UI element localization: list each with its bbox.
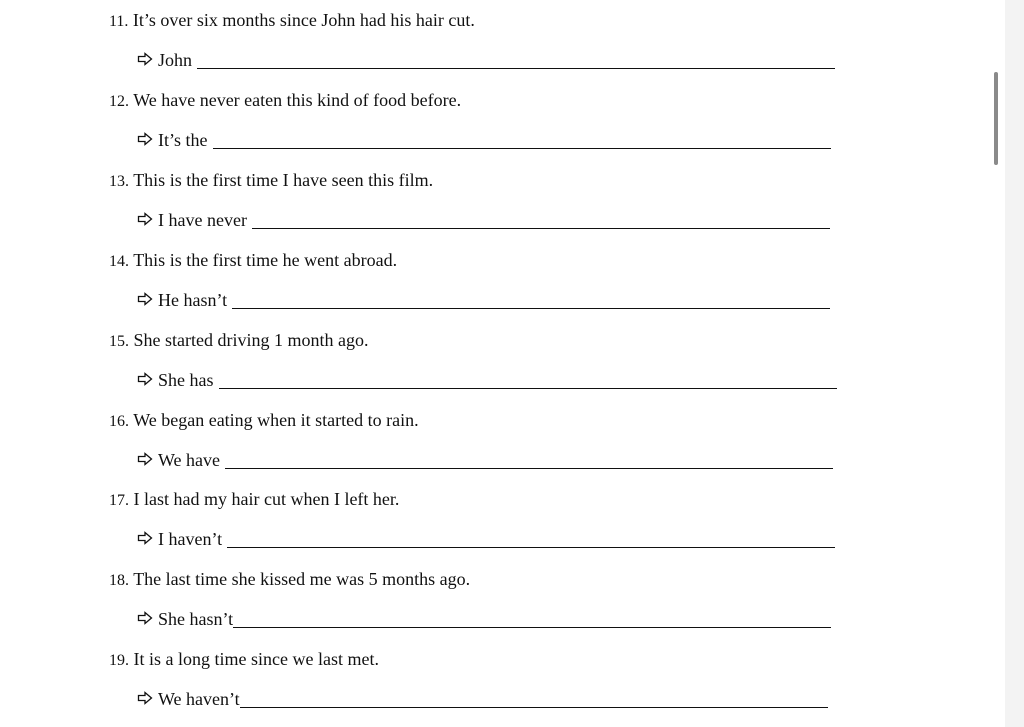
rewrite-prompt: We have	[158, 450, 221, 470]
answer-blank[interactable]	[227, 537, 835, 548]
exercise-question	[109, 90, 461, 112]
right-arrow-outline-icon	[137, 451, 153, 469]
right-arrow-outline-icon	[137, 530, 153, 548]
question-number: 13.	[109, 173, 129, 190]
question-number: 12.	[109, 93, 129, 110]
right-arrow-outline-icon	[137, 211, 153, 229]
scrollbar-thumb[interactable]	[994, 72, 998, 165]
question-sentence: I last had my hair cut when I left her.	[133, 489, 400, 509]
rewrite-line	[137, 689, 828, 713]
question-sentence: It is a long time since we last met.	[133, 649, 379, 669]
right-arrow-outline-icon	[137, 131, 153, 149]
rewrite-line	[137, 529, 835, 553]
question-number: 15.	[109, 333, 129, 350]
exercise-question	[109, 250, 397, 272]
rewrite-line	[137, 609, 831, 633]
question-number: 19.	[109, 652, 129, 669]
answer-blank[interactable]	[252, 218, 830, 229]
rewrite-line	[137, 50, 835, 74]
question-number: 17.	[109, 492, 129, 509]
rewrite-prompt: John	[158, 50, 193, 70]
question-number: 18.	[109, 572, 129, 589]
right-arrow-outline-icon	[137, 690, 153, 708]
rewrite-line	[137, 290, 830, 314]
question-sentence: She started driving 1 month ago.	[133, 330, 369, 350]
answer-blank[interactable]	[213, 138, 831, 149]
answer-blank[interactable]	[240, 697, 828, 708]
rewrite-prompt: It’s the	[158, 130, 208, 150]
question-sentence: This is the first time he went abroad.	[133, 250, 398, 270]
answer-blank[interactable]	[232, 298, 830, 309]
rewrite-line	[137, 450, 833, 474]
right-arrow-outline-icon	[137, 291, 153, 309]
question-sentence: This is the first time I have seen this film.	[133, 170, 434, 190]
answer-blank[interactable]	[197, 58, 835, 69]
question-sentence: We have never eaten this kind of food before.	[133, 90, 462, 110]
exercise-question	[109, 170, 433, 192]
right-arrow-outline-icon	[137, 51, 153, 69]
question-sentence: The last time she kissed me was 5 months ago.	[133, 569, 471, 589]
rewrite-line	[137, 210, 830, 234]
exercise-question	[109, 649, 379, 671]
rewrite-prompt: She has	[158, 370, 214, 390]
question-number: 14.	[109, 253, 129, 270]
scrollbar-track[interactable]	[1005, 0, 1024, 727]
right-arrow-outline-icon	[137, 371, 153, 389]
answer-blank[interactable]	[233, 617, 831, 628]
exercise-question	[109, 489, 399, 511]
rewrite-prompt: I have never	[158, 210, 247, 230]
exercise-question	[109, 10, 475, 32]
answer-blank[interactable]	[219, 378, 837, 389]
question-sentence: It’s over six months since John had his hair cut.	[132, 10, 475, 30]
right-arrow-outline-icon	[137, 610, 153, 628]
question-number: 16.	[109, 413, 129, 430]
rewrite-prompt: He hasn’t	[158, 290, 228, 310]
question-number: 11.	[109, 13, 129, 30]
answer-blank[interactable]	[225, 458, 833, 469]
rewrite-line	[137, 370, 837, 394]
exercise-question	[109, 330, 368, 352]
rewrite-line	[137, 130, 831, 154]
rewrite-prompt: We haven’t	[158, 689, 240, 709]
exercise-question	[109, 569, 470, 591]
rewrite-prompt: I haven’t	[158, 529, 223, 549]
exercise-question	[109, 410, 419, 432]
question-sentence: We began eating when it started to rain.	[133, 410, 419, 430]
rewrite-prompt: She hasn’t	[158, 609, 234, 629]
